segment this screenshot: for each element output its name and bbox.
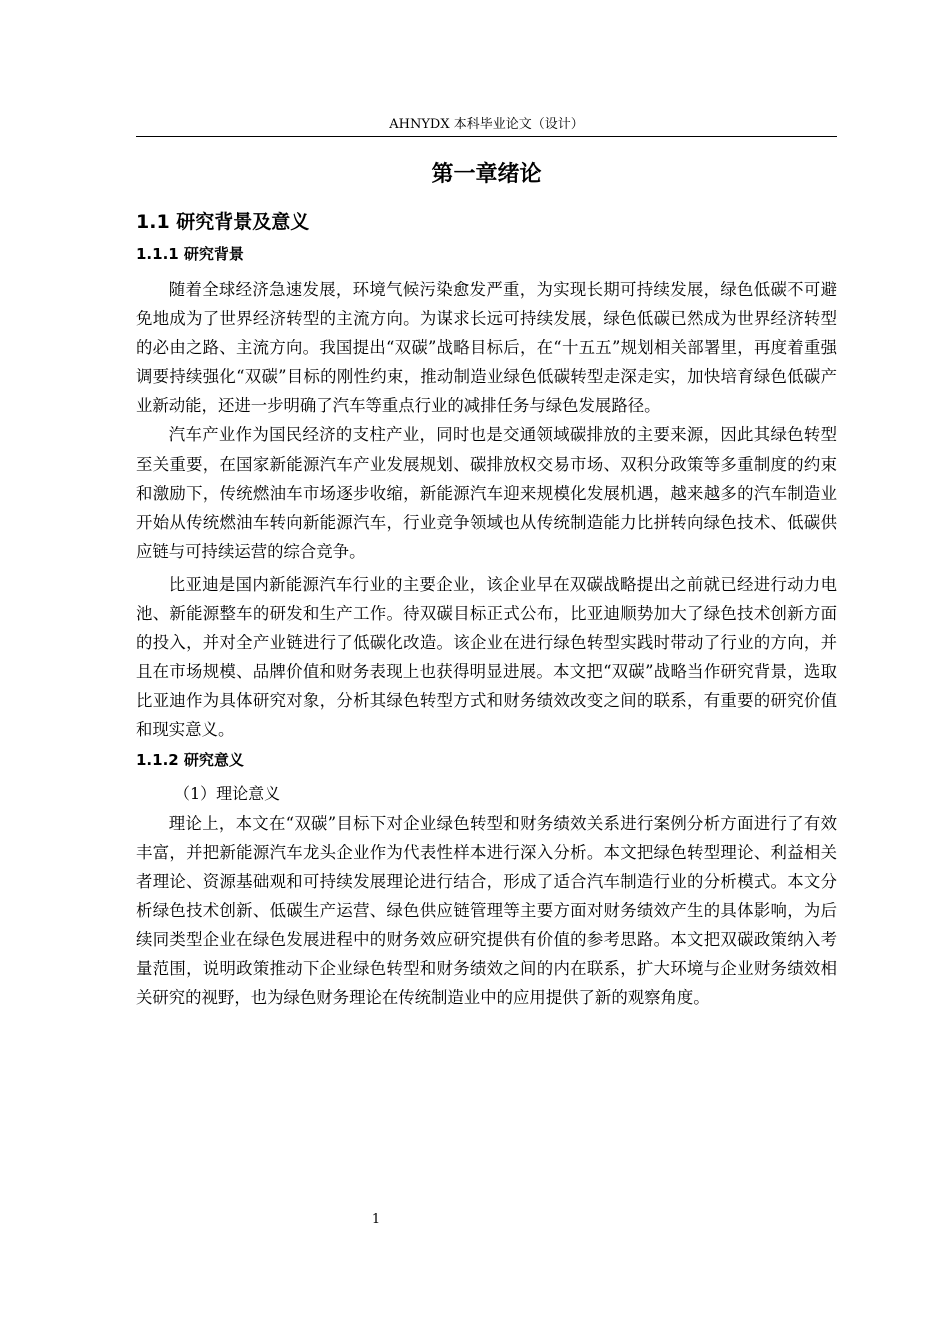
paragraph-background-3: 比亚迪是国内新能源汽车行业的主要企业，该企业早在双碳战略提出之前就已经进行动力电池、新能源整车的研发和生产工作。待双碳目标正式公布，比亚迪顺势加大了绿色技术创新方面的投入，并对全产业链进行了低碳化改造。该企业在进行绿色转型实践时带动了行业的方向，并且在市场规模、品牌价值和财务表现上也获得明显进展。本文把“双碳”战略当作研究背景，选取比亚迪作为具体研究对象，分析其绿色转型方式和财务绩效改变之间的联系，有重要的研究价值和现实意义。 — [136, 574, 837, 740]
paragraph-theory-significance: 理论上，本文在“双碳”目标下对企业绿色转型和财务绩效关系进行案例分析方面进行了有效丰富，并把新能源汽车龙头企业作为代表性样本进行深入分析。本文把绿色转型理论、利益相关者理论、资源基础观和可持续发展理论进行结合，形成了适合汽车制造行业的分析模式。本文分析绿色技术创新、低碳生产运营、绿色供应链管理等主要方面对财务绩效产生的具体影响，为后续同类型企业在绿色发展进程中的财务效应研究提供有价值的参考思路。本文把双碳政策纳入考量范围，说明政策推动下企业绿色转型和财务绩效之间的内在联系，扩大环境与企业财务绩效相关研究的视野，也为绿色财务理论在传统制造业中的应用提供了新的观察角度。 — [136, 813, 837, 1008]
running-header: AHNYDX 本科毕业论文（设计） — [389, 117, 584, 132]
section-heading-1-1-1: 1.1.1 研究背景 — [136, 245, 244, 263]
paragraph-background-1: 随着全球经济急速发展，环境气候污染愈发严重，为实现长期可持续发展，绿色低碳不可避免地成为了世界经济转型的主流方向。为谋求长远可持续发展，绿色低碳已然成为世界经济转型的必由之路、主流方向。我国提出“双碳”战略目标后，在“十五五”规划相关部署里，再度着重强调要持续强化“双碳”目标的刚性约束，推动制造业绿色低碳转型走深走实，加快培育绿色低碳产业新动能，还进一步明确了汽车等重点行业的减排任务与绿色发展路径。 — [136, 280, 837, 416]
header-rule — [136, 136, 837, 137]
chapter-title: 第一章绪论 — [431, 162, 542, 187]
section-heading-1-1-2: 1.1.2 研究意义 — [136, 750, 244, 769]
subheading-theory-significance: （1）理论意义 — [174, 783, 281, 803]
page-number: 1 — [371, 1212, 381, 1227]
paragraph-background-2: 汽车产业作为国民经济的支柱产业，同时也是交通领域碳排放的主要来源，因此其绿色转型至关重要，在国家新能源汽车产业发展规划、碳排放权交易市场、双积分政策等多重制度的约束和激励下，传统燃油车市场逐步收缩，新能源汽车迎来规模化发展机遇，越来越多的汽车制造业开始从传统燃油车转向新能源汽车，行业竞争领域也从传统制造能力比拼转向绿色技术、低碳供应链与可持续运营的综合竞争。 — [136, 425, 837, 561]
page-body — [136, 155, 837, 1012]
section-heading-1-1: 1.1 研究背景及意义 — [136, 211, 310, 233]
